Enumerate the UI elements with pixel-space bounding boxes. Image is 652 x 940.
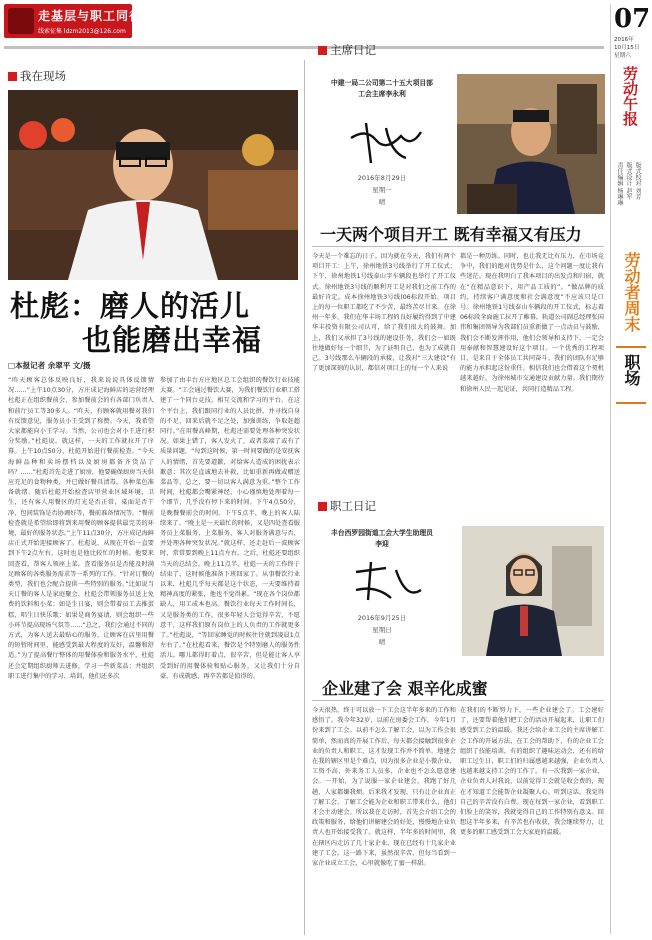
worker-weekday: 星期日 (372, 626, 392, 634)
section-label-worker-diary: 职工日记 (318, 498, 376, 514)
issue-date-block (614, 36, 652, 60)
worker-headline: 企业建了会 艰辛化成蜜 (322, 679, 488, 698)
chairman-author (312, 78, 452, 100)
headline-line1: 杜彪：磨人的活儿 (10, 289, 251, 323)
worker-author (312, 528, 452, 550)
chairman-weather: 晴 (378, 198, 386, 206)
section-label-on-site: 我在现场 (8, 68, 66, 84)
left-body-col1: “昨天顾客总体反映良好，我来说说具体反馈情况……”上午10点30分，方庄成记海鲜店的运营经理杜彪正在组织餐前会，参加餐前会的有各部门负责人和前厅员工等30多人。“昨天，有顾客就用餐对我们有反馈意见，服务员小王受到了称赞。今天，我希望大家都能向小王学习。当然，公司也会对小王进行积分奖励。”杜彪说。就这样，一天的工作就拉开了序幕。上午10点50分，杜彪开始进行餐前检查。“今天海鲜品种和卖场摆档以及厨房都备齐货品了吗？……”杜彪首先走进了厨房，他要确保厨房当天供应充足的食物种类，并已做好餐具清毒，各种菜色准备就绪。随后杜彪开始检查店里营业区域环境，卫生，还有客人用餐区的灯光是否正常，桌面是否干净，包间装饰是否协调好等，餐前准备情况等。“餐前检查就是希望给即将到来用餐的顾客提供最完美的环境，最好的服务状态。”上午11点30分，方庄成记海鲜店正式开始迎接顾客了。杜彪说，从现在开始一直要到下午2点左右，这时也是他比较忙的时候。他要来回查看，帮客人领座上菜，查看服务员是否能及时满足顾客的各类服务需求等一系列的工作。“针对订餐的类型，我们也会配合提供一些特别的服务。”比如说当天订餐的客人是家庭聚会，杜彪会带领服务员送上免费的饮料和小菜；如是生日宴，则会带着员工去推蛋糕，唱生日快乐歌；如果是商务宴请，则会组织一些小环节提高现场气氛等……“总之，我们会通过不同的方式，为客人送去最贴心的服务，让顾客在店里用餐的短暂时间里，能感受到最大程度的友好，温馨和舒适。”为了提高餐厅整体的用餐体验和服务水平，杜彪还会定期组织厨师去进修，学习一些新菜品；并组织职工进行集中的学习、培训，他们还多次 (8, 377, 154, 680)
worker-body-col2: 在我们的不断努力下，一些企业建会了。工会建好了，还要帮着他们把工会的活动开展起来，让职工们感受到工会的温暖。我还会给企业工会的主席讲解工会工作的开展方法，在工会的帮助下，有的企业工会组织了技能培训，有的组织了趣味运动会，还有的给职工过生日，职工们的归属感越来越强，企业负责人也越来越支持工会的工作了。有一次我到一家企业，企业负责人对我说，以前觉得工会就是收会费的，现在才知道工会能帮企业凝聚人心。听到这话，我觉得自己的辛苦没有白费。现在每到一家企业，看到职工们脸上的笑容，我就觉得自己的工作特别有意义。回想这半年多来，有辛苦也有收获，我会继续努力，让更多的职工感受到工会大家庭的温暖。 (460, 707, 604, 837)
column-rule-top (616, 346, 646, 348)
headline-line2: 也能磨出幸福 (82, 323, 263, 357)
chef-photo (8, 90, 298, 280)
chairman-date: 2016年8月29日 (357, 174, 407, 182)
worker-date-block (312, 612, 452, 648)
logo-subtitle: 线索征集 ldzm2013@126.com (38, 28, 126, 35)
column-topic: 职场 (622, 354, 641, 386)
chairman-headline-rule (312, 246, 604, 247)
worker-weather: 晴 (378, 638, 386, 646)
chairman-headline: 一天两个项目开工 既有幸福又有压力 (320, 225, 582, 244)
editor-credit: 责任编辑 杨琳琳 (616, 162, 623, 206)
section-square-icon (318, 502, 327, 511)
side-divider (610, 4, 611, 934)
section-label-chairman-diary: 主席日记 (318, 42, 376, 58)
chairman-author-org: 中建一局二公司第二十五大项目部 (331, 79, 433, 87)
issue-year: 2016年 (614, 37, 634, 43)
worker-headline-rule (312, 700, 604, 701)
masthead-logo (4, 4, 143, 38)
page-number: 07 (614, 4, 651, 34)
left-body-col2: 参加了由丰台方庄地区总工会组织的餐饮行业技能大赛。“工会通过餐饮大赛，为我们餐饮行业职工搭建了一个同台竞技，相互交流和学习的平台。在这个平台上，我们跟同行业的人员比拼，并寻找自身的不足，回来后就不足之处，加强训练，争取赶超同行。”在用餐高峰期，杜彪还需要处理各种突发状况。如果上错了，客人发火了，或者菜端了或有了质量问题，“每到这时候，第一时间要做的是安抚客人的情绪，首先要道歉，对给客人造成的困扰表示歉意；其次是直诚地去补救，比如重新再做或赠送菜品等，总之，要一切以客人满意为重。”整个工作时间，杜彪都会嘴紧神经，小心谨慎地处理着每一个细节，几乎没有停下来的时间。下午4点50分，是晚餐餐前会的时间。下午5点半，晚上的客人陆续来了。“晚上是一天最忙的时候，又是四处查看服务员上菜服务，上菜服务，客人对服务满意与否，并处理各种突发状况。”就这样，还走赶后一波顾客时，常常要到晚上11点左右。之后，杜彪还要组织当天的总结会。晚上11点半，杜彪一天的工作终于结束了，这时候他准备下班回家了。从事餐饮行业以来，杜彪几乎每天都是这个状态，一天要维持着精神高度的紧张，他也不觉得累。“现在各个岗位都缺人，用工成本也高。餐饮行业每天工作时间长，又是服务类的工作，很多年轻人会觉得辛苦，不愿意干，这样我们原有岗位上的人负责的工作就更多了。”杜彪说，“等回家睡觉的时候往往就到凌晨1点左右了。”在杜彪看来，餐饮是个特别磨人的服务性活儿。哪儿都得盯着点，很辛苦，但是能让客人享受到好的用餐体验和贴心服务，又让我们十分自豪，有成就感，再辛苦都是值得的。 (160, 377, 300, 680)
chairman-author-name: 工会主席李永利 (358, 90, 406, 98)
chairman-date-block (312, 172, 452, 208)
worker-signature (346, 560, 426, 610)
worker-author-org: 丰台西罗园街道工会大学生助理员 (331, 529, 433, 537)
chairman-weekday: 星期一 (372, 186, 392, 194)
issue-date: 10月15日 (614, 45, 640, 51)
worker-date: 2016年9月25日 (357, 614, 407, 622)
section-square-icon (318, 46, 327, 55)
chairman-signature (346, 118, 426, 172)
top-rule (4, 46, 604, 49)
proofreader-credit: 版式校对 刘芳 (634, 162, 641, 200)
column-rule-bottom (616, 402, 646, 404)
designer-credit: 版式设计 赵军 (625, 162, 632, 200)
byline: □本报记者 余翠平 文/摄 (8, 361, 91, 370)
column-name: 劳动者周末 (622, 252, 641, 332)
section-square-icon (8, 72, 17, 81)
chairman-body-col1: 今天是一个难忘的日子。因为就在今天，我们有两个项目开工：上午，徐州地铁3号线举行了开工仪式；下午，徐州地铁1号线泰山字车辆段也举行了开工仪式。徐州地铁3号线的顺利开工是对我们之前工作的最好肯定。成本徐州地铁3号线(06标段开始，项目上的每一位职工都吃了不少苦，最终苦尽甘来。在徐州一年多，我们在华丰场工程的良好履约得到了中建华丰投资有限公司认可，给了我们很大的鼓舞。加上，我们又承担了3号线的建设任务，我们会一如既往地做好每一个细节，为了证明自己，也为了成就自己。3号线那么车辆段的承接，让我对“三大建设”有了更加深刻的认识，都信对项目上的每一个人来说 (312, 253, 456, 373)
logo-title: 走基层与职工同行 (38, 9, 143, 23)
worker-author-name: 李迎 (375, 540, 389, 548)
column-divider (304, 60, 305, 935)
worker-photo (462, 526, 604, 656)
paper-name-logo: 劳动午报 (621, 66, 639, 126)
worker-body-col1: 今天很热，终于可以放一下工会这半年多来的工作和感悟了。我今年32岁，以前在房委会工作，今年1月份来到了工会。以前不怎么了解工会，以为工作会很简单，然而真的开展工作后，每天都会接触到很多企业的负责人和职工，这才发现工作并不简单。地建会在我的辖区里是个难点，因为很多企业是小微企业，工资不高，外来务工人员多，企业也不怎么愿意建会。一开始，为了说服一家企业建会，我跑了好几趟，人家都嫌我烦。后来我才发现，只有让企业真正了解工会、了解工会能为企业和职工带来什么，他们才会主动建会。所以我在走访时，首先会介绍工会的政策和服务，给他们讲解建会的好处，慢慢地企业负责人也开始接受我了。就这样，半年多的时间里，我在辖区内走访了几十家企业，现在已经有十几家企业建了工会。这一路下来，虽然很辛苦，但每当看到一家企业成立工会，心里就像吃了蜜一样甜。 (312, 707, 456, 868)
issue-weekday: 星期六 (614, 53, 631, 59)
chairman-body-col2: 都是一种历练。同时，也让我无比有压力，在市场竞争中，我们的绝对优势是什么，这个问题一度让我有些迷茫。现在我明白了我本项目的出发点和归宿，就在“在精品意识下，用产品工质的”。“做品牌的质约，持续客户满意度和社会满意度”不应该只是口号。徐州地铁1号线泰山车辆段的开工仪式，标志着06标段全面施工拉开了帷幕。轨道公司副总经理张国伟和集团领导为我部们员重新做了一点动员与鼓励，我们会不断发挥作用，他们会领导和支持下，一定会用奉献和智慧建设好这个项目。一个优秀的工程项目，是来自于全体员工共同奋斗。我们的团队有足够的能力承担起这份重任。相信我们也会借着这个契机越来越好，为徐州城市交通建设贡献力量。我们期待和徐州人民一起见证，共同打造精品工程。 (460, 253, 604, 393)
chairman-photo (457, 74, 605, 214)
logo-mark-icon (8, 8, 34, 34)
